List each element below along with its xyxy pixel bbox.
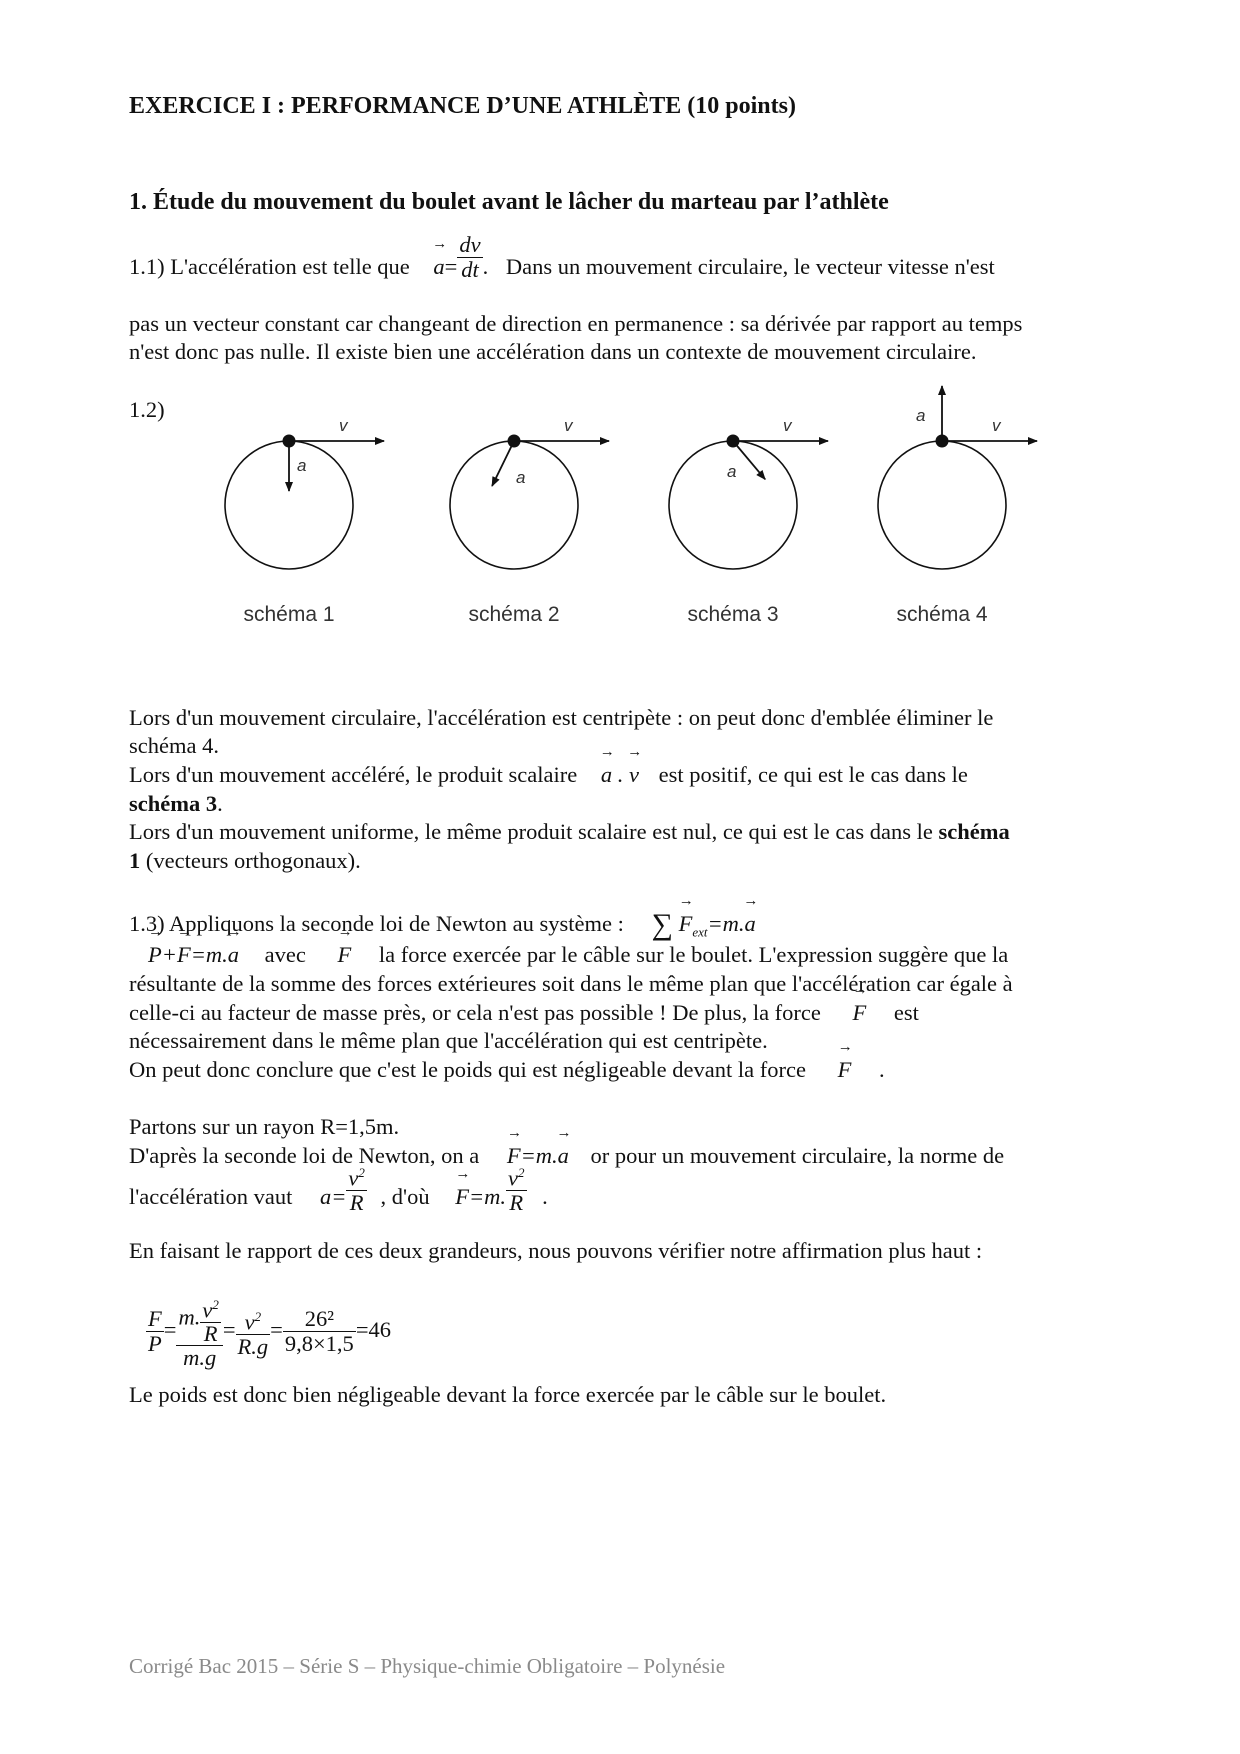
q13-line4: [129, 998, 919, 1027]
newton-vector-eq: → F=m.→ a: [507, 1143, 569, 1168]
analysis-schema3: schéma 3: [129, 791, 218, 816]
calc-l3-tail: .: [542, 1184, 548, 1209]
q13-line2: [148, 940, 1008, 969]
analysis-line1: Lors d'un mouvement circulaire, l'accélération est centripète : on peut donc d'emblée éliminer le: [129, 705, 994, 730]
q13-line6: [129, 1055, 885, 1084]
q13-l4-pre: celle-ci au facteur de masse près, or cela n'est pas possible ! De plus, la force: [129, 1000, 821, 1025]
exercise-title: EXERCICE I : PERFORMANCE D’UNE ATHLÈTE (10 points): [129, 93, 796, 119]
q11-line3: n'est donc pas nulle. Il existe bien une accélération dans un contexte de mouvement circulaire.: [129, 339, 977, 364]
q13-line3: résultante de la somme des forces extérieures soit dans le même plan que l'accélération car égale à: [129, 971, 1013, 996]
analysis-line5: [129, 817, 1010, 846]
calc-line1: Partons sur un rayon R=1,5m.: [129, 1114, 400, 1139]
velocity-label: v: [339, 416, 348, 435]
velocity-label: v: [783, 416, 792, 435]
force-F: → F: [853, 998, 867, 1027]
analysis-l6-tail: (vecteurs orthogonaux).: [145, 848, 361, 873]
scalar-product: → a . → v: [601, 762, 639, 787]
analysis-l4-tail: .: [217, 791, 223, 816]
schema-label: schéma 2: [468, 603, 560, 626]
analysis-line6: [129, 846, 361, 875]
q11-formula: → a= $\frac{dv}{dt}$ .: [433, 252, 488, 282]
force-equation: → P+→ F=m.→ a: [148, 942, 239, 967]
q11-line2: pas un vecteur constant car changeant de direction en permanence : sa dérivée par rapport au temps: [129, 311, 1023, 336]
q13-prefix: 1.3) Appliquons la seconde loi de Newton au système :: [129, 911, 624, 936]
q11-suffix: Dans un mouvement circulaire, le vecteur vitesse n'est: [505, 254, 995, 279]
q13-line5: nécessairement dans le même plan que l'accélération qui est centripète.: [129, 1028, 768, 1053]
calc-l2-pre: D'après la seconde loi de Newton, on a: [129, 1143, 480, 1168]
velocity-label: v: [564, 416, 573, 435]
analysis-line2: schéma 4.: [129, 733, 219, 758]
calc-conclusion: Le poids est donc bien négligeable devant la force exercée par le câble sur le boulet.: [129, 1382, 887, 1407]
page-footer: Corrigé Bac 2015 – Série S – Physique-chimie Obligatoire – Polynésie: [129, 1654, 726, 1678]
newton-law: ∑ → $F_{ext}=m.\to a$: [652, 911, 756, 936]
schema-label: schéma 3: [687, 603, 779, 626]
trajectory-circle: [669, 441, 797, 569]
calc-l3-pre: l'accélération vaut: [129, 1184, 293, 1209]
ratio-numeric-den: 9,8×1,5: [284, 1331, 354, 1357]
q13-l2-tail: la force exercée par le câble sur le boulet. L'expression suggère que la: [378, 942, 1009, 967]
acceleration-label: a: [727, 462, 737, 481]
force-F: → F: [337, 940, 351, 969]
analysis-l3-post: est positif, ce qui est le cas dans le: [658, 762, 968, 787]
acceleration-vector: [492, 441, 514, 486]
accel-norm-formula: a= $\frac{v^2}{R}$: [320, 1184, 367, 1209]
velocity-label: v: [992, 416, 1001, 435]
schema-label: schéma 4: [896, 603, 988, 626]
q13-avec: avec: [264, 942, 306, 967]
acceleration-label: a: [916, 406, 926, 425]
analysis-l6-bold: 1: [129, 848, 141, 873]
q12-label: 1.2): [129, 397, 165, 422]
ratio-numeric-num: 26²: [283, 1307, 356, 1332]
trajectory-circle: [450, 441, 578, 569]
q11-formula-den: dt: [461, 257, 479, 283]
analysis-line3: [129, 760, 968, 789]
calc-line2: [129, 1141, 1004, 1170]
ratio-result: =46: [355, 1316, 392, 1342]
q13-l6-tail: .: [878, 1057, 885, 1082]
calc-l2-post: or pour un mouvement circulaire, la norme de: [590, 1143, 1005, 1168]
analysis-line4: [129, 789, 223, 818]
schema-label: schéma 1: [243, 603, 335, 626]
calc-line3: [129, 1164, 548, 1216]
analysis-l5-bold: schéma: [938, 819, 1010, 844]
q13-l4-tail: est: [893, 1000, 919, 1025]
ratio-formula: $\frac{F}{P}$ = m. $\frac{v^2}{R}$ m.g = $\frac{v^2}{R.g}$ = $\frac{\text{26²}}{9,8\times 1,5}$ =46: [146, 1294, 391, 1370]
section-heading: 1. Étude du mouvement du boulet avant le lâcher du marteau par l’athlète: [129, 189, 889, 215]
q11-formula-num: dv: [459, 232, 481, 258]
force-F: → F: [838, 1055, 852, 1084]
q13-l6-pre: On peut donc conclure que c'est le poids qui est négligeable devant la force: [129, 1057, 806, 1082]
analysis-l5-pre: Lors d'un mouvement uniforme, le même produit scalaire est nul, ce qui est le cas dans le: [129, 819, 933, 844]
acceleration-label: a: [297, 456, 307, 475]
calc-line4: En faisant le rapport de ces deux grandeurs, nous pouvons vérifier notre affirmation plus haut :: [129, 1238, 983, 1263]
q11-prefix: 1.1) L'accélération est telle que: [129, 254, 410, 279]
analysis-l3-pre: Lors d'un mouvement accéléré, le produit scalaire: [129, 762, 578, 787]
accel-vector: → a: [433, 252, 444, 281]
calc-l3-mid: , d'où: [380, 1184, 430, 1209]
acceleration-label: a: [516, 468, 526, 487]
trajectory-circle: [878, 441, 1006, 569]
force-norm-formula: → F=m. $\frac{v^2}{R}$: [455, 1184, 526, 1209]
